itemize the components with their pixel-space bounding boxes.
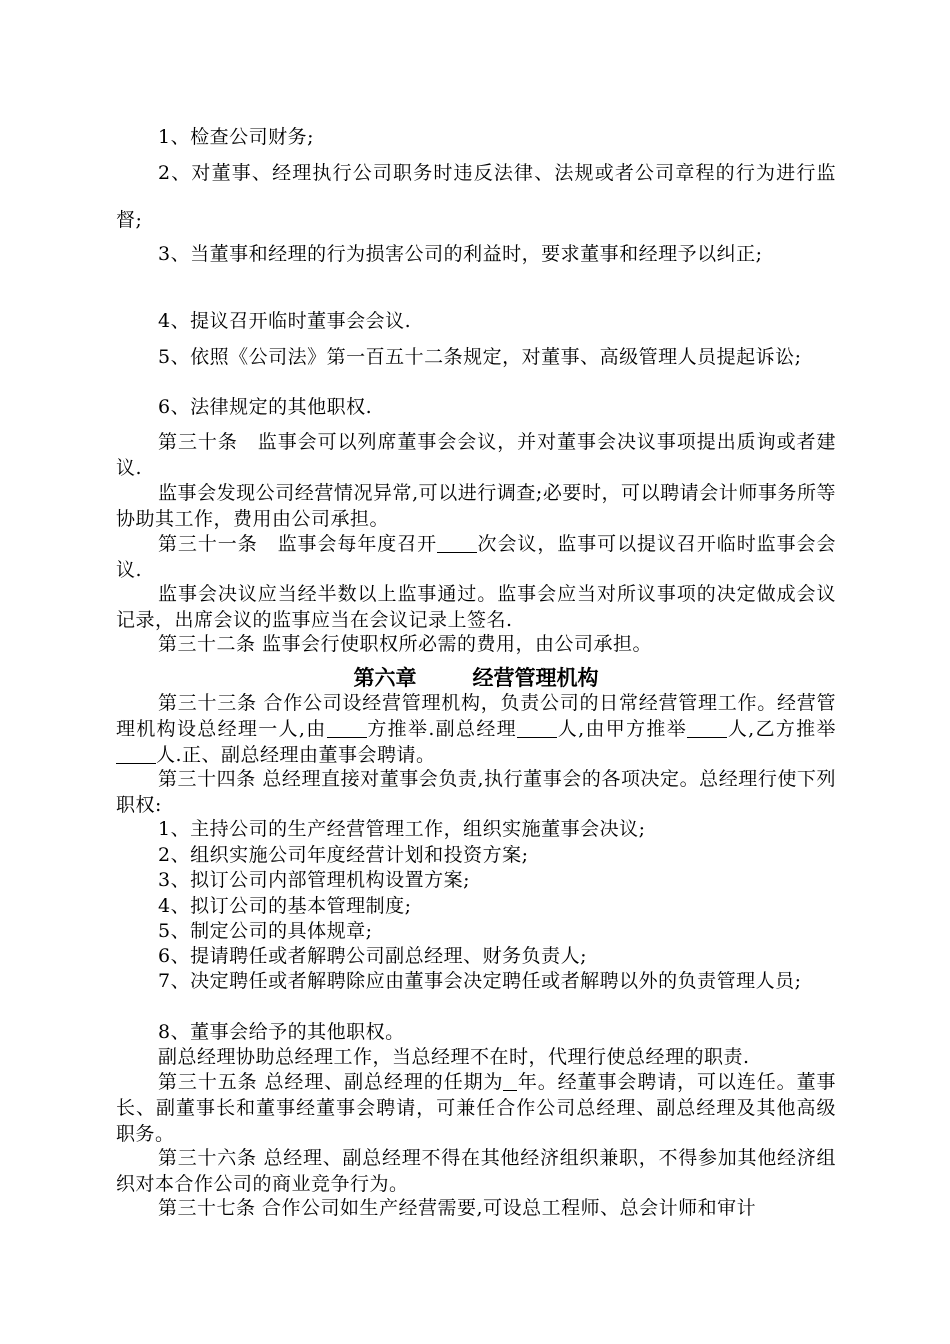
blank-party-b-count [116,745,156,764]
power-5: 5、制定公司的具体规章; [158,920,373,942]
article-37: 第三十七条 合作公司如生产经营需要,可设总工程师、总会计师和审计 [158,1197,757,1219]
power-4: 4、拟订公司的基本管理制度; [158,895,412,917]
chapter-title: 经营管理机构 [472,666,599,690]
article-36: 第三十六条 总经理、副总经理不得在其他经济组织兼职，不得参加其他经济组织对本合作公司的商业竞争行为。 [116,1147,836,1195]
power-1: 1、主持公司的生产经营管理工作，组织实施董事会决议; [158,818,646,840]
deputy-manager-duty: 副总经理协助总经理工作，当总经理不在时，代理行使总经理的职责. [158,1046,750,1068]
blank-party-a-count [687,719,727,738]
article-33-text-3: 人,由甲方推举 [556,718,688,740]
article-34: 第三十四条 总经理直接对董事会负责,执行董事会的各项决定。总经理行使下列职权: [116,768,836,816]
article-35 [116,1069,836,1147]
chapter-heading [116,664,836,692]
article-33-text-5: 人.正、副总经理由董事会聘请。 [156,744,436,766]
article-35-text-a: 第三十五条 总经理、副总经理的任期为 [158,1071,504,1093]
blank-term-years [503,1072,517,1091]
blank-deputy-count [517,719,557,738]
power-7: 7、决定聘任或者解聘除应由董事会决定聘任或者解聘以外的负责管理人员; [158,970,802,992]
chapter-number: 第六章 [353,666,417,690]
article-31-text-a: 第三十一条 监事会每年度召开 [158,533,438,555]
duty-5: 5、依照《公司法》第一百五十二条规定，对董事、高级管理人员提起诉讼; [158,346,802,368]
duty-2: 2、对董事、经理执行公司职务时违反法律、法规或者公司章程的行为进行监督; [116,162,836,231]
power-8: 8、董事会给予的其他职权。 [158,1021,405,1043]
duty-1: 1、检查公司财务; [158,126,314,148]
article-31-para-2: 监事会决议应当经半数以上监事通过。监事会应当对所议事项的决定做成会议记录，出席会议的监事应当在会议记录上签名. [116,583,836,631]
article-35-text-b: 年。经董事会聘请，可以连任。董事长、副董事长和董事经董事会聘请，可兼任合作公司总经理、副总经理及其他高级职务。 [116,1071,836,1145]
article-30-para-2: 监事会发现公司经营情况异常,可以进行调查;必要时，可以聘请会计师事务所等协助其工作，费用由公司承担。 [116,482,836,530]
duty-3: 3、当董事和经理的行为损害公司的利益时，要求董事和经理予以纠正; [158,243,763,265]
power-6: 6、提请聘任或者解聘公司副总经理、财务负责人; [158,945,587,967]
duty-6: 6、法律规定的其他职权. [158,396,373,418]
blank-nominating-party [327,719,367,738]
article-33-text-4: 人,乙方推举 [727,718,836,740]
blank-meeting-count [437,534,477,553]
article-33-text-2: 方推举.副总经理 [366,718,517,740]
article-33 [116,690,836,768]
article-31-para-1 [116,531,836,583]
article-32: 第三十二条 监事会行使职权所必需的费用，由公司承担。 [158,633,653,655]
duty-4: 4、提议召开临时董事会会议. [158,310,412,332]
power-2: 2、组织实施公司年度经营计划和投资方案; [158,844,529,866]
power-3: 3、拟订公司内部管理机构设置方案; [158,869,470,891]
article-31-text-b: 次会议，监事可以提议召开临时监事会会议. [116,533,836,581]
article-33-text-1: 第三十三条 合作公司设经营管理机构，负责公司的日常经营管理工作。经营管理机构设总经理一人,由 [116,692,836,740]
article-30-para-1: 第三十条 监事会可以列席董事会会议，并对董事会决议事项提出质询或者建议. [116,431,836,479]
